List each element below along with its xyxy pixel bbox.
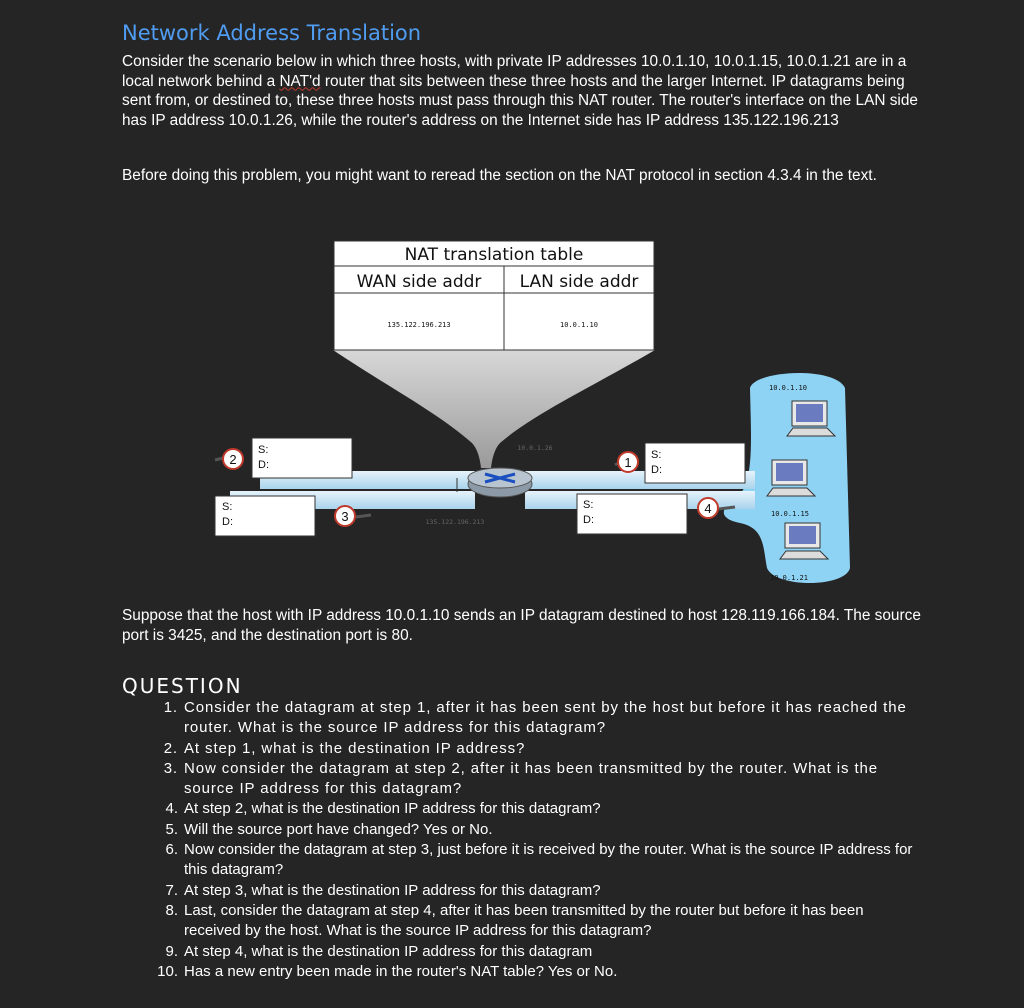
packet1-s: S:: [651, 449, 662, 461]
packet-step1: [645, 443, 745, 483]
packet4-s: S:: [583, 499, 594, 511]
question-item: 4. At step 2, what is the destination IP address for this datagram?: [165, 800, 601, 818]
step-3-label: 3: [341, 509, 349, 524]
step-1-marker: [615, 452, 638, 472]
step-2-marker: [215, 449, 243, 469]
packet1-d: D:: [651, 464, 662, 476]
question-list: [150, 698, 920, 982]
question-item: 10. Has a new entry been made in the router's NAT table? Yes or No.: [157, 962, 618, 980]
question-item: 1. Consider the datagram at step 1, after it has been sent by the host but before it has reached the router. What is the source IP address for this datagram?: [163, 699, 907, 737]
router-wan-ip: 135.122.196.213: [425, 518, 485, 526]
question-item: 7. At step 3, what is the destination IP address for this datagram?: [165, 881, 601, 899]
lan-header: LAN side addr: [519, 272, 639, 292]
packet2-s: S:: [258, 444, 269, 456]
host-1-ip: 10.0.1.10: [769, 384, 807, 392]
question-item: 6. Now consider the datagram at step 3, just before it is received by the router. What is the source IP address for this datagram?: [165, 841, 913, 879]
step-4-label: 4: [704, 501, 712, 516]
router-lan-ip: 10.0.1.26: [517, 444, 553, 452]
note-paragraph: Before doing this problem, you might want to reread the section on the NAT protocol in section 4.3.4 in the text.: [122, 167, 877, 184]
question-item: 3. Now consider the datagram at step 2, after it has been transmitted by the router. What is the source IP address for this datagram?: [163, 759, 879, 798]
nat-diagram: [195, 238, 885, 588]
funnel-shape: [333, 350, 655, 468]
step-2-label: 2: [229, 452, 237, 467]
packet-step3: [215, 496, 315, 536]
step-1-label: 1: [624, 455, 632, 470]
question-heading: QUESTION: [122, 674, 243, 698]
host-3-ip: 10.0.1.21: [770, 574, 808, 582]
question-item: 2. At step 1, what is the destination IP address?: [163, 739, 526, 757]
lan-value: 10.0.1.10: [560, 321, 598, 329]
packet-step2: [252, 438, 352, 478]
packet-step4: [577, 494, 687, 534]
page-title: Network Address Translation: [122, 21, 422, 45]
table-title: NAT translation table: [404, 245, 584, 265]
intro-text-1: Consider the scenario below in which three hosts, with private IP addresses 10.0.1.10, 10.0.1.15, 10.0.1.21 are in a local network behind a: [122, 53, 907, 90]
wan-value: 135.122.196.213: [387, 321, 451, 329]
intro-paragraph: [122, 52, 922, 130]
question-item: 8. Last, consider the datagram at step 4, after it has been transmitted by the router but before it has been received by the host. What is the source IP address for this datagram?: [165, 901, 864, 940]
intro-text-2: router that sits between these three hosts and the larger Internet. IP datagrams being sent from, or destined to, these three hosts must pass through this NAT router. The router's interface on the LAN side has IP address 10.0.1.26, while the router's address on the Internet side has IP address 135.122.196.213: [122, 72, 918, 129]
packet3-d: D:: [222, 516, 233, 528]
question-item: 9. At step 4, what is the destination IP address for this datagram: [165, 942, 593, 960]
packet3-s: S:: [222, 501, 233, 513]
packet4-d: D:: [583, 514, 594, 526]
intro-underlined-word: NAT'd: [279, 72, 321, 90]
packet2-d: D:: [258, 459, 269, 471]
question-item: 5. Will the source port have changed? Yes or No.: [165, 820, 493, 838]
host-2-ip: 10.0.1.15: [771, 510, 809, 518]
wan-header: WAN side addr: [356, 272, 482, 292]
scenario-paragraph: Suppose that the host with IP address 10.0.1.10 sends an IP datagram destined to host 128.119.166.184. The source port is 3425, and the destination port is 80.: [122, 607, 921, 644]
